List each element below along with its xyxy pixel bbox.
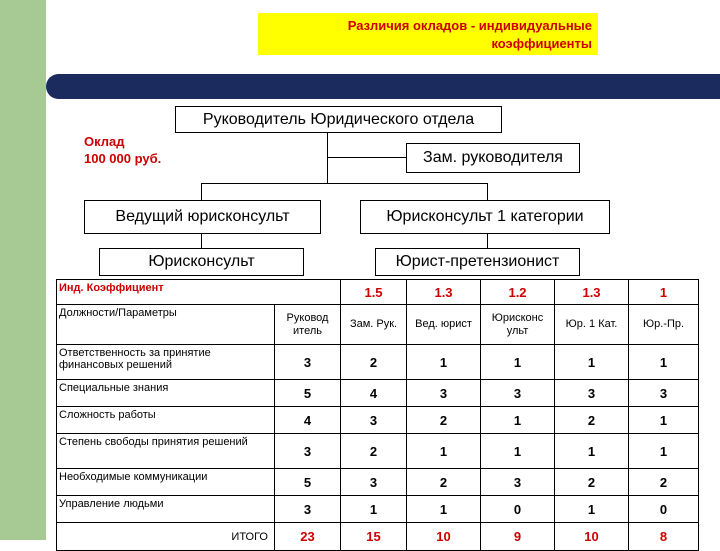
positions-row xyxy=(57,305,699,345)
total-cell: 9 xyxy=(481,523,555,551)
coefficient-row xyxy=(57,280,699,305)
coef-label-cell xyxy=(57,280,341,305)
parameter-row xyxy=(57,469,699,496)
score-cell: 3 xyxy=(275,434,341,469)
coef-cell: 1.3 xyxy=(407,280,481,305)
score-cell: 1 xyxy=(407,434,481,469)
parameter-label: Управление людьми xyxy=(57,496,275,523)
score-cell: 2 xyxy=(629,469,699,496)
coef-cell: 1 xyxy=(629,280,699,305)
parameter-label: Ответственность за принятие финансовых решений xyxy=(57,345,275,380)
coef-cell: 1.2 xyxy=(481,280,555,305)
position-cell: Юр.-Пр. xyxy=(629,305,699,345)
score-cell: 1 xyxy=(481,407,555,434)
title-line-1: Различия окладов - индивидуальные xyxy=(347,18,592,33)
org-lead-label: Ведущий юрисконсульт xyxy=(115,208,290,225)
total-cell: 15 xyxy=(341,523,407,551)
connector-right-down xyxy=(487,183,488,200)
title-line-2: коэффициенты xyxy=(491,36,592,51)
score-cell: 1 xyxy=(629,434,699,469)
score-cell: 3 xyxy=(555,380,629,407)
score-cell: 3 xyxy=(481,380,555,407)
salary-note xyxy=(84,133,161,167)
total-cell: 23 xyxy=(275,523,341,551)
left-sidebar-bar xyxy=(0,0,46,540)
org-jurist-label: Юрисконсульт xyxy=(148,253,255,270)
score-cell: 0 xyxy=(629,496,699,523)
score-cell: 3 xyxy=(407,380,481,407)
score-cell: 3 xyxy=(341,469,407,496)
salary-value: 100 000 руб. xyxy=(84,151,162,166)
parameter-row xyxy=(57,407,699,434)
score-cell: 5 xyxy=(275,380,341,407)
score-cell: 1 xyxy=(629,407,699,434)
coefficient-table xyxy=(56,279,699,551)
score-cell: 1 xyxy=(629,345,699,380)
connector-head-down xyxy=(327,133,328,183)
position-cell: Руковод итель xyxy=(275,305,341,345)
positions-label: Должности/Параметры xyxy=(57,305,275,345)
parameter-row xyxy=(57,496,699,523)
org-head-label: Руководитель Юридического отдела xyxy=(202,111,475,128)
total-cell: 10 xyxy=(555,523,629,551)
parameter-label: Степень свободы принятия решений xyxy=(57,434,275,469)
total-cell: 8 xyxy=(629,523,699,551)
total-label: ИТОГО xyxy=(57,523,275,551)
score-cell: 1 xyxy=(555,496,629,523)
score-cell: 1 xyxy=(555,434,629,469)
org-cat1-label: Юрисконсульт 1 категории xyxy=(386,208,584,225)
score-cell: 4 xyxy=(275,407,341,434)
score-cell: 1 xyxy=(341,496,407,523)
score-cell: 1 xyxy=(407,496,481,523)
score-cell: 1 xyxy=(555,345,629,380)
score-cell: 1 xyxy=(481,345,555,380)
score-cell: 1 xyxy=(407,345,481,380)
connector-left-down xyxy=(201,183,202,200)
coef-cell: 1.5 xyxy=(341,280,407,305)
salary-label: Оклад xyxy=(84,134,125,149)
connector-deputy xyxy=(327,157,406,158)
position-cell: Вед. юрист xyxy=(407,305,481,345)
connector-cat1-down xyxy=(487,234,488,248)
org-claims-label: Юрист-претензионист xyxy=(395,253,560,270)
score-cell: 3 xyxy=(341,407,407,434)
connector-lead-down xyxy=(201,234,202,248)
score-cell: 2 xyxy=(407,469,481,496)
score-cell: 1 xyxy=(481,434,555,469)
position-cell: Юр. 1 Кат. xyxy=(555,305,629,345)
connector-horizontal xyxy=(201,183,488,184)
score-cell: 2 xyxy=(341,434,407,469)
org-jurist-box xyxy=(99,248,304,276)
score-cell: 0 xyxy=(481,496,555,523)
score-cell: 4 xyxy=(341,380,407,407)
parameter-label: Необходимые коммуникации xyxy=(57,469,275,496)
coef-label: Инд. Коэффициент xyxy=(59,282,164,294)
org-cat1-box xyxy=(360,200,610,234)
score-cell: 2 xyxy=(341,345,407,380)
parameter-row xyxy=(57,380,699,407)
total-cell: 10 xyxy=(407,523,481,551)
score-cell: 2 xyxy=(407,407,481,434)
score-cell: 2 xyxy=(555,407,629,434)
org-deputy-label: Зам. руководителя xyxy=(423,149,563,166)
org-claims-box xyxy=(375,248,580,276)
total-row xyxy=(57,523,699,551)
score-cell: 5 xyxy=(275,469,341,496)
parameter-row xyxy=(57,434,699,469)
org-head-box xyxy=(175,106,502,133)
parameter-label: Специальные знания xyxy=(57,380,275,407)
coef-cell: 1.3 xyxy=(555,280,629,305)
slide-title xyxy=(258,13,598,55)
score-cell: 2 xyxy=(555,469,629,496)
parameter-label: Сложность работы xyxy=(57,407,275,434)
score-cell: 3 xyxy=(275,345,341,380)
org-deputy-box xyxy=(406,143,580,173)
position-cell: Зам. Рук. xyxy=(341,305,407,345)
parameter-row xyxy=(57,345,699,380)
score-cell: 3 xyxy=(481,469,555,496)
score-cell: 3 xyxy=(275,496,341,523)
position-cell: Юрисконс ульт xyxy=(481,305,555,345)
org-lead-box xyxy=(84,200,321,234)
score-cell: 3 xyxy=(629,380,699,407)
header-band xyxy=(46,74,720,99)
